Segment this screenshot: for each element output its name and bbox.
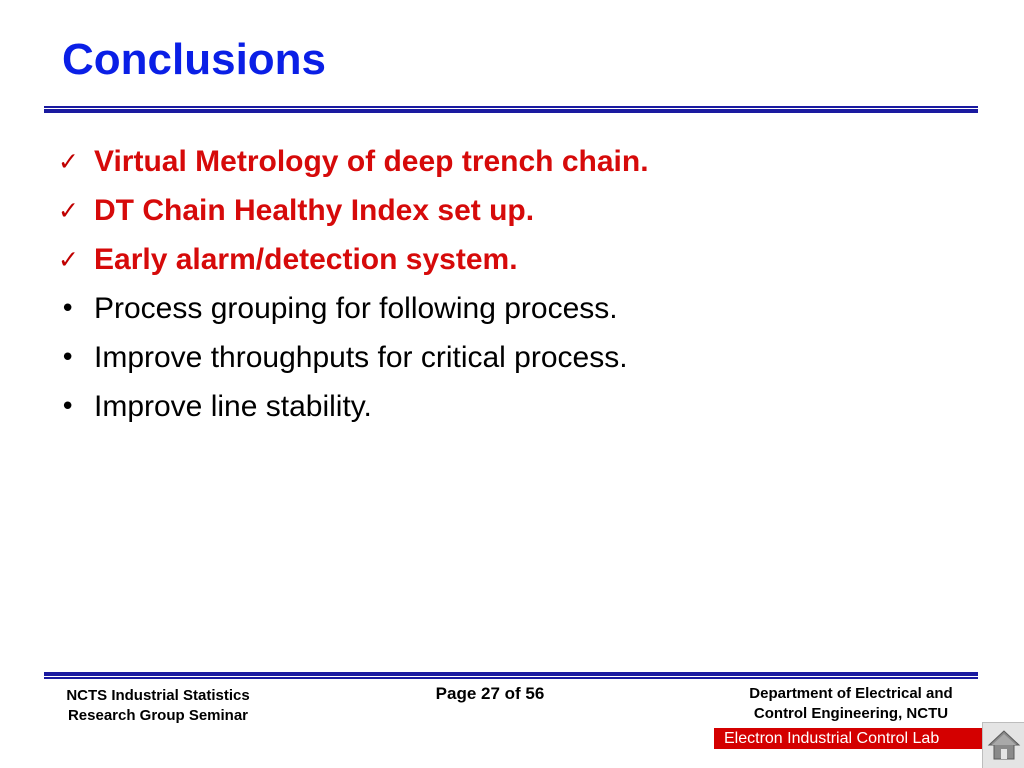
lab-banner <box>714 728 1024 749</box>
bullet-text: Improve line stability. <box>94 390 372 423</box>
department-line-2: Control Engineering, NCTU <box>753 705 949 722</box>
list-item <box>58 189 958 238</box>
page-number: Page 27 of 56 <box>435 684 545 703</box>
home-icon <box>987 728 1021 762</box>
checkmark-icon: ✓ <box>58 147 79 176</box>
list-item <box>58 140 958 189</box>
lab-name: Electron Industrial Control Lab <box>724 730 940 747</box>
bullet-dot-icon: • <box>60 392 76 422</box>
list-item <box>58 385 958 434</box>
bullet-dot-icon: • <box>60 294 76 324</box>
list-item <box>58 238 958 287</box>
bullet-text: DT Chain Healthy Index set up. <box>94 194 535 227</box>
checkmark-icon: ✓ <box>58 245 79 274</box>
home-button[interactable] <box>982 722 1024 768</box>
department-line-1: Department of Electrical and <box>749 685 953 702</box>
bullet-text: Process grouping for following process. <box>94 292 618 325</box>
list-item <box>58 336 958 385</box>
bullet-text: Improve throughputs for critical process. <box>94 341 628 374</box>
seminar-name <box>36 686 280 726</box>
bullet-list <box>58 140 958 434</box>
bullet-text: Virtual Metrology of deep trench chain. <box>94 145 649 178</box>
title-divider <box>44 106 978 113</box>
list-item <box>58 287 958 336</box>
bullet-dot-icon: • <box>60 343 76 373</box>
slide-title: Conclusions <box>62 35 327 84</box>
seminar-line-2: Research Group Seminar <box>67 707 249 724</box>
footer-divider <box>44 672 978 679</box>
department-name <box>716 684 986 724</box>
bullet-text: Early alarm/detection system. <box>94 243 518 276</box>
checkmark-icon: ✓ <box>58 196 79 225</box>
seminar-line-1: NCTS Industrial Statistics <box>66 687 250 704</box>
